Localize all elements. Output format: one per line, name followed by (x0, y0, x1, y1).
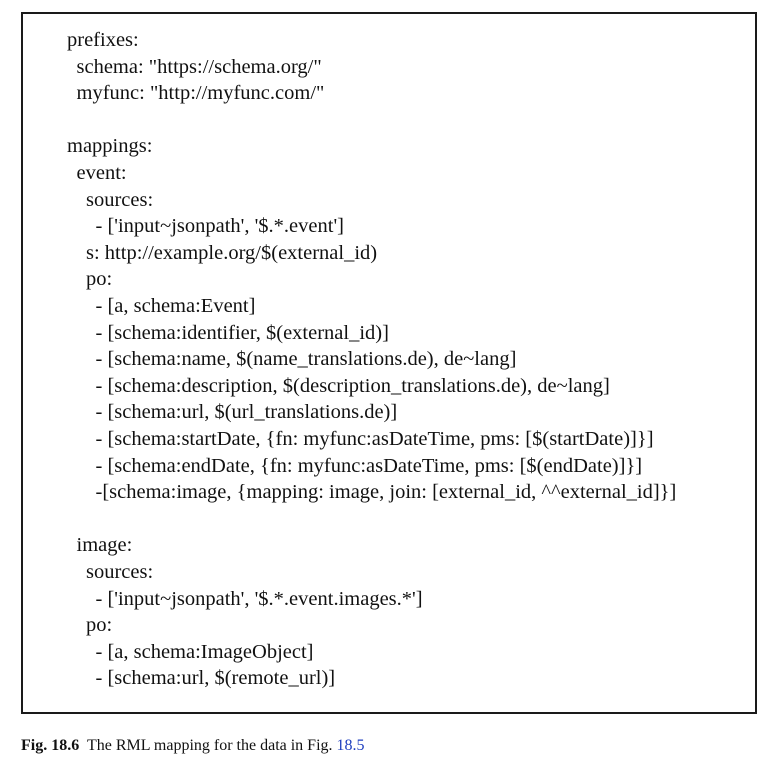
figure-caption (21, 737, 365, 755)
code-line: sources: (86, 188, 154, 211)
caption-text: The RML mapping for the data in Fig. (86, 737, 337, 754)
code-line: po: (86, 268, 113, 291)
code-line: - [a, schema:ImageObject] (95, 640, 314, 663)
code-line: - [schema:startDate, {fn: myfunc:asDateTime, pms: [$(startDate)]}] (95, 428, 654, 450)
code-line: sources: (86, 561, 154, 583)
code-line: - [a, schema:Event] (95, 295, 256, 317)
code-line: mappings: (67, 135, 153, 158)
code-line: event: (76, 162, 127, 184)
code-listing-box (21, 12, 757, 714)
code-line: - [schema:name, $(name_translations.de), de~lang] (95, 348, 517, 371)
code-line: - [schema:url, $(remote_url)] (95, 667, 336, 690)
code-line: myfunc: "http://myfunc.com/" (76, 82, 325, 105)
code-line: - ['input~jsonpath', '$.*.event'] (95, 215, 344, 238)
code-line: - [schema:identifier, $(external_id)] (95, 321, 389, 344)
code-line: image: (76, 534, 133, 557)
code-line: - [schema:description, $(description_translations.de), de~lang] (95, 374, 610, 397)
figure-label: Fig. 18.6 (21, 737, 80, 754)
code-line: po: (86, 614, 113, 637)
code-line: prefixes: (67, 29, 139, 51)
code-line: schema: "https://schema.org/" (76, 55, 322, 78)
figure-reference-link[interactable]: 18.5 (336, 737, 365, 754)
code-line: s: http://example.org/$(external_id) (86, 241, 378, 264)
code-line: - [schema:endDate, {fn: myfunc:asDateTime, pms: [$(endDate)]}] (95, 454, 643, 477)
code-line: - [schema:url, $(url_translations.de)] (95, 401, 398, 424)
code-line: -[schema:image, {mapping: image, join: [external_id, ^^external_id]}] (95, 481, 677, 504)
code-line: - ['input~jsonpath', '$.*.event.images.*'] (95, 587, 423, 610)
